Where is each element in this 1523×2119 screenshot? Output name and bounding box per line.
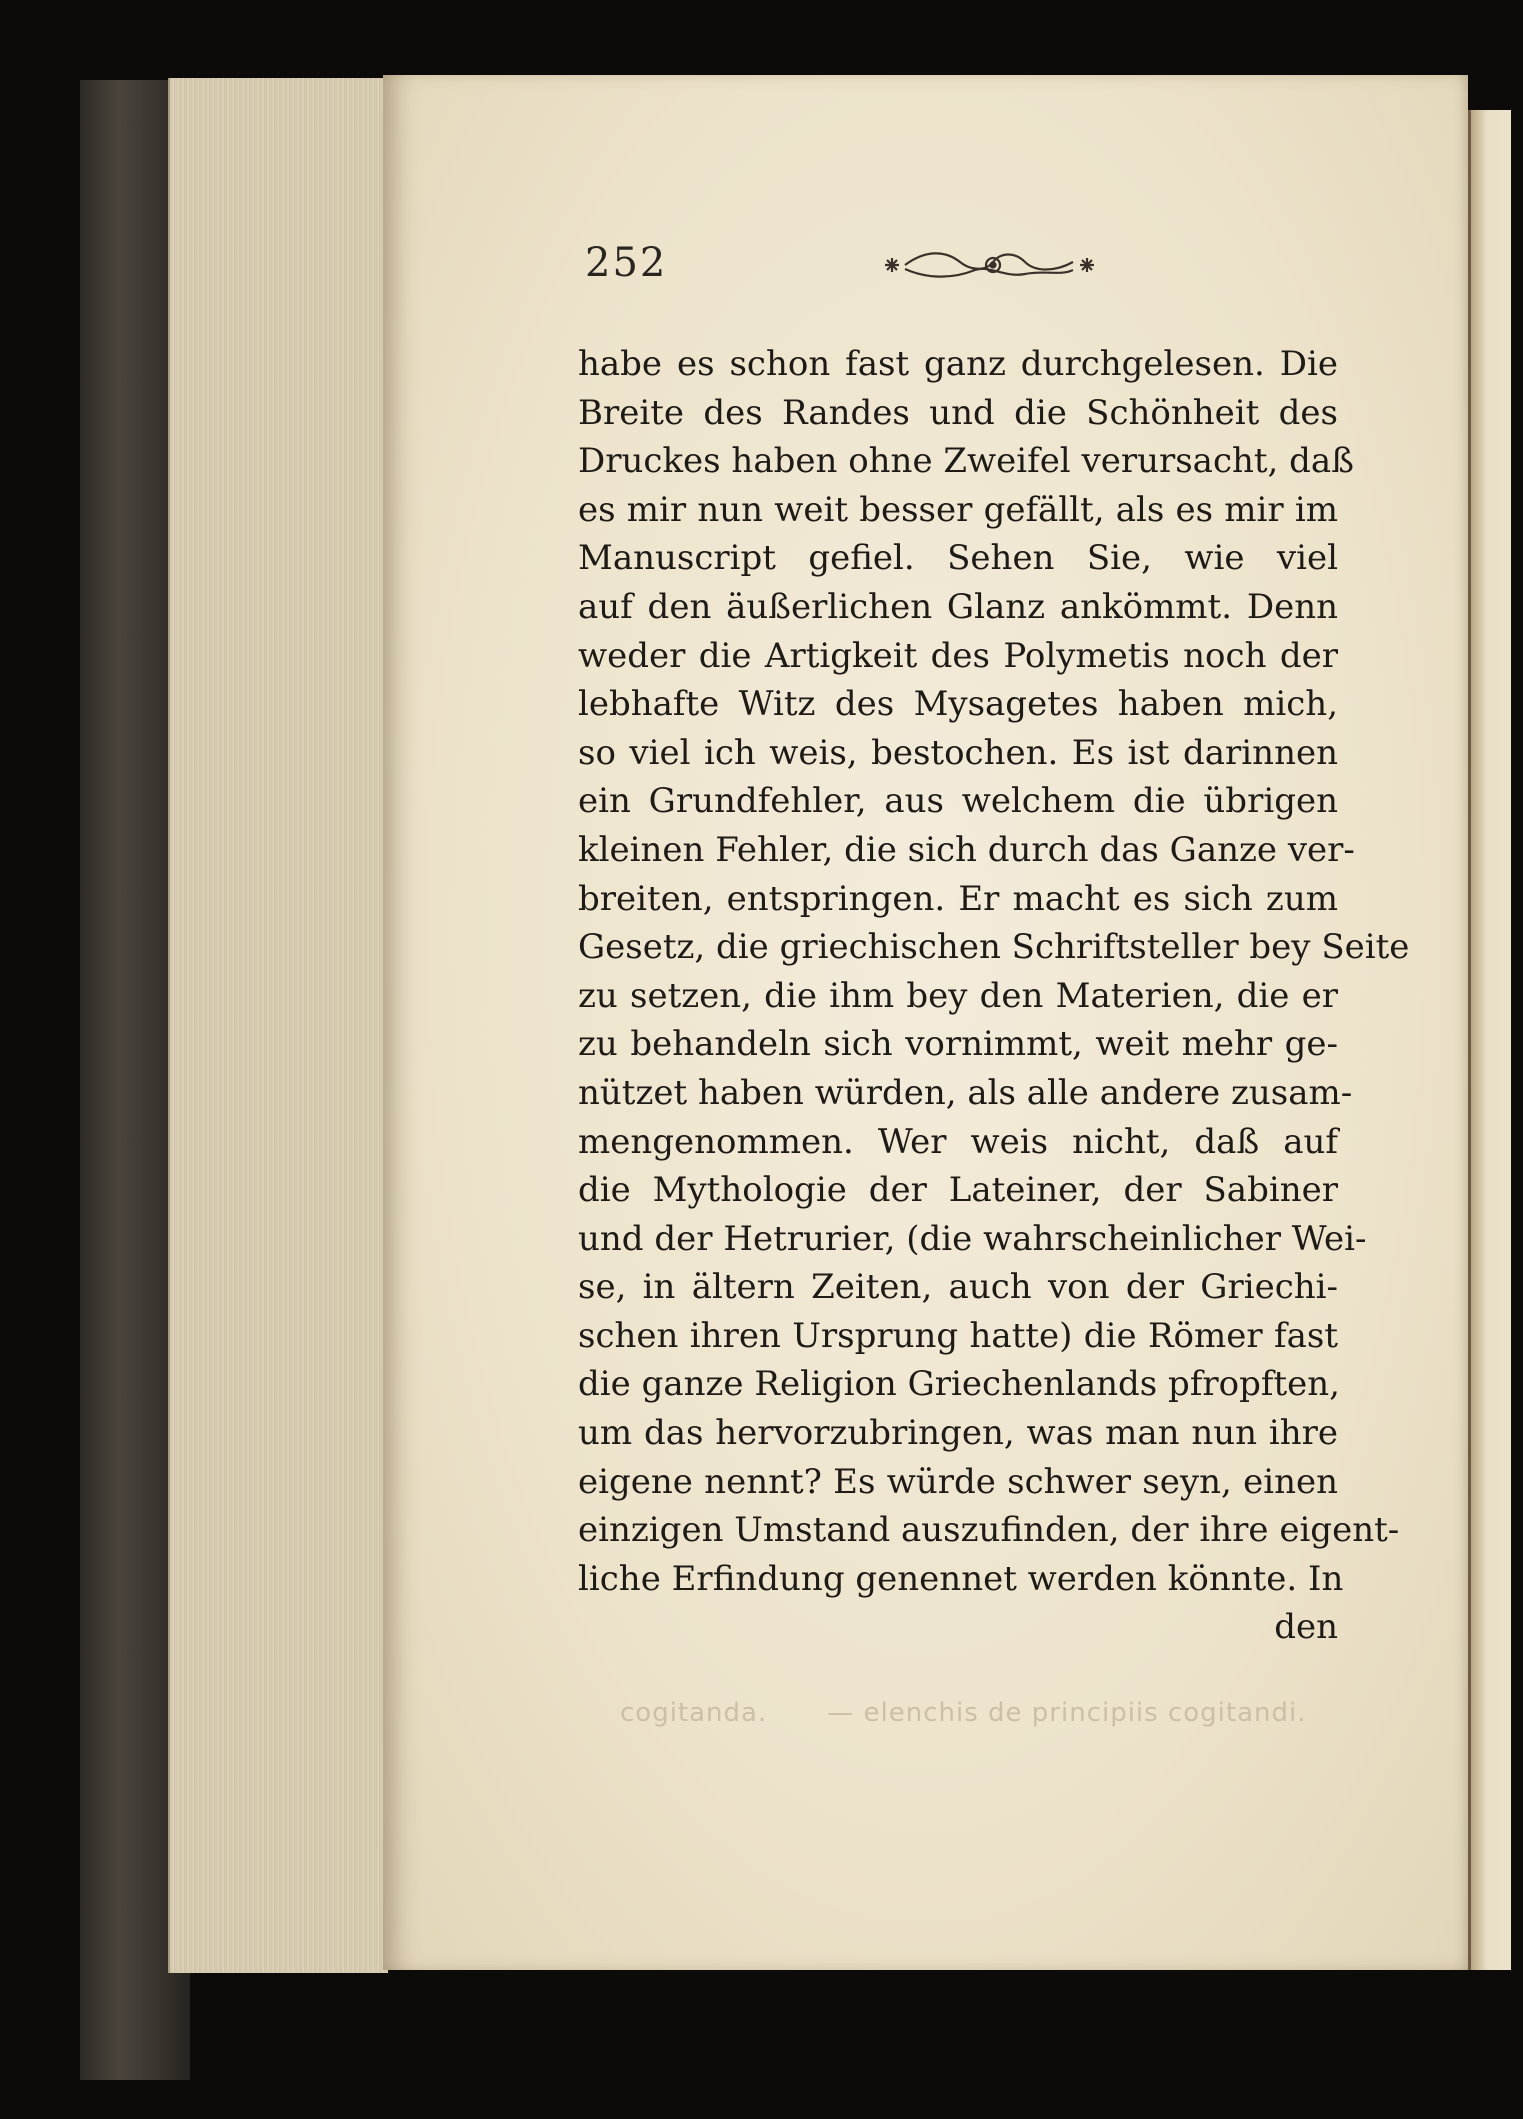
text-line: die ganze Religion Griechenlands pfropften, [578,1364,1340,1405]
text-line: zu setzen, die ihm bey den Materien, die er [578,975,1338,1016]
text-line: ein Grundfehler, aus welchem die übrigen [578,781,1338,822]
text-line: kleinen Fehler, die sich durch das Ganze ver- [578,829,1355,870]
text-line: Druckes haben ohne Zweifel verursacht, daß [578,441,1354,482]
text-line: liche Erfindung genennet werden könnte. In [578,1558,1344,1599]
text-line: nützet haben würden, als alle andere zusam- [578,1072,1353,1113]
text-line: zu behandeln sich vornimmt, weit mehr ge- [578,1024,1338,1065]
text-line: habe es schon fast ganz durchgelesen. Die [578,344,1338,384]
page-header [585,240,1105,300]
text-line: um das hervorzubringen, was man nun ihre [578,1413,1338,1454]
text-line: Breite des Randes und die Schönheit des [578,392,1338,433]
show-through-right: — elenchis de principiis cogitandi. [827,1698,1307,1728]
text-line: schen ihren Ursprung hatte) die Römer fast [578,1315,1338,1356]
facing-page-edge [1468,110,1511,1970]
text-line: es mir nun weit besser gefällt, als es mir im [578,489,1338,530]
page-number: 252 [585,240,668,286]
body-text [578,340,1410,1652]
decorative-header-ornament [875,240,1105,290]
text-line: auf den äußerlichen Glanz ankömmt. Denn [578,586,1338,627]
show-through-left: cogitanda. [620,1698,768,1728]
text-line: mengenommen. Wer weis nicht, daß auf [578,1121,1338,1162]
text-line: die Mythologie der Lateiner, der Sabiner [578,1170,1338,1211]
text-line: einzigen Umstand auszufinden, der ihre eigent- [578,1510,1400,1551]
text-line: so viel ich weis, bestochen. Es ist darinnen [578,732,1338,773]
text-line: Gesetz, die griechischen Schriftsteller bey Seite [578,927,1410,968]
text-line: se, in ältern Zeiten, auch von der Griechi- [578,1267,1338,1308]
text-line: und der Hetrurier, (die wahrscheinlicher Wei- [578,1218,1367,1259]
show-through-text [620,1698,1366,1728]
text-line: breiten, entspringen. Er macht es sich zum [578,878,1338,919]
catchword: den [1274,1607,1338,1648]
page-edges [168,78,388,1973]
text-line: eigene nennt? Es würde schwer seyn, einen [578,1461,1338,1502]
text-line: Manuscript gefiel. Sehen Sie, wie viel [578,538,1338,579]
text-line: lebhafte Witz des Mysagetes haben mich, [578,684,1338,725]
text-line: weder die Artigkeit des Polymetis noch der [578,635,1338,676]
